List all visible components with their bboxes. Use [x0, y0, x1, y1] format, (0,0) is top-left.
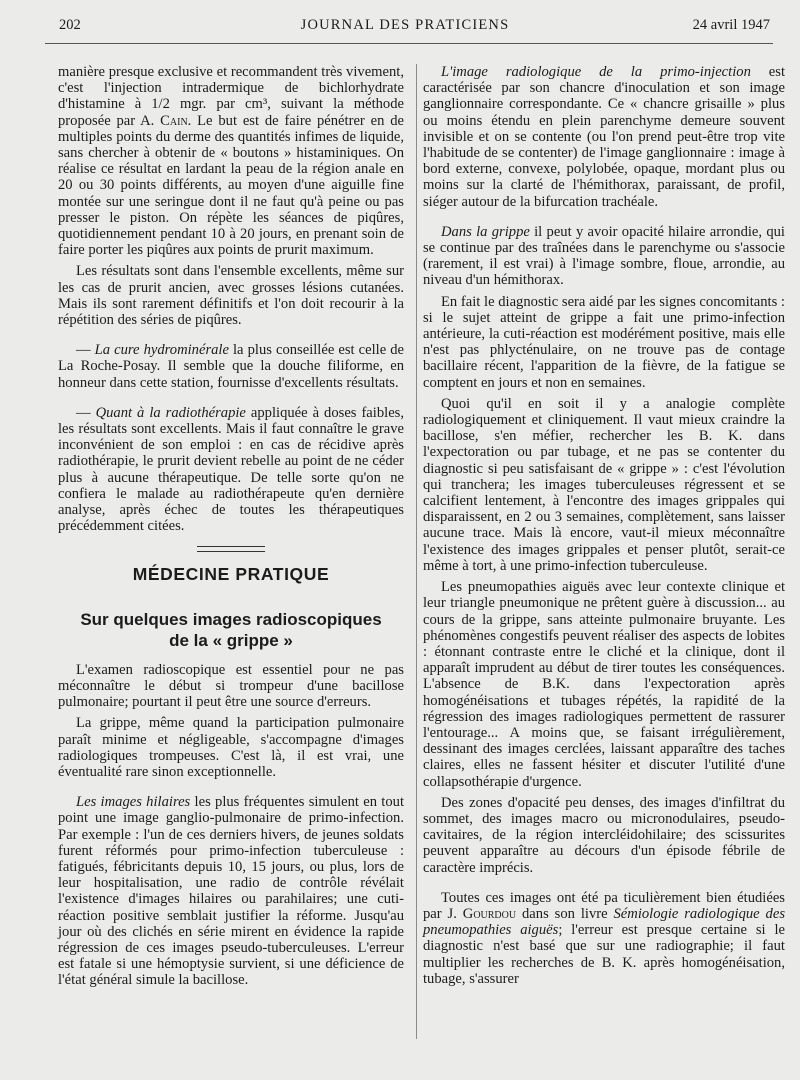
- emphasis: Dans la grippe: [441, 223, 530, 240]
- emphasis: Sémiologie radiologique des pneumopathies aiguës: [423, 905, 786, 939]
- paragraph: L'image radiologique de la primo-injection est caractérisée par son chancre d'inoculation et son image ganglionnaire correspondante. Ce « chancre grisaille » plus ou moins étendu en plein parenchyme demeure souvent invisible et on se contente (ou l'on prend peut-être trop vite l'habitude de se contenter) de l'image ganglionnaire : image à bord externe, convexe, polylobée, opaque, mordant plus ou moins sur la clarté de l'hémithorax, paraissant, de profil, siéger autour de la bifurcation trachéale.: [423, 64, 785, 210]
- journal-title: JOURNAL DES PRATICIENS: [300, 17, 510, 33]
- left-column: [58, 64, 404, 994]
- paragraph: L'examen radioscopique est essentiel pour ne pas méconnaître le début si trompeur d'une bacillose pulmonaire; pourtant il peut être une source d'erreurs.: [58, 661, 404, 711]
- header-rule: [45, 43, 773, 44]
- emphasis: L'image radiologique de la primo-injection: [441, 64, 751, 80]
- emphasis: Les images hilaires: [76, 794, 191, 811]
- paragraph: — Quant à la radiothérapie appliquée à doses faibles, les résultats sont excellents. Mais il faut connaître le grave inconvénient de son emploi : en cas de récidive après radiothérapie, le prurit devient rebelle au point de ne céder plus à aucune thérapeutique. De telle sorte qu'on ne confiera le malade au radiothérapeute qu'en dernière analyse, après échec de toutes les thérapeutiques précédemment citées.: [58, 404, 404, 535]
- page-header: [40, 17, 770, 43]
- paragraph: — La cure hydrominérale la plus conseillée est celle de La Roche-Posay. Il semble que la douche filiforme, en honneur dans cette station, fournisse d'excellents résultats.: [58, 342, 405, 391]
- issue-date: 24 avril 1947: [692, 17, 770, 33]
- paragraph: Toutes ces images ont été pa ticulièrement bien étudiées par J. Gourdou dans son livre Sémiologie radiologique des pneumopathies aiguës; l'erreur est presque certaine si le diagnostic n'est basé que sur une radiographie; il faut multiplier les recherches de B. K. après homogénéisation, tubage, s'assurer: [423, 889, 786, 987]
- section-separator: [197, 546, 265, 552]
- emphasis: Quant à la radiothérapie: [95, 404, 246, 421]
- section-title: MÉDECINE PRATIQUE: [132, 564, 330, 585]
- paragraph: Des zones d'opacité peu denses, des images d'infiltrat du sommet, des images macro ou micronodulaires, pseudo-cavitaires, de la région intercléidohilaire; des scissurites peuvent apparaître au décours d'un épisode fébrile de caractère imprécis.: [423, 794, 785, 876]
- article-title: Sur quelques images radioscopiques de la « grippe »: [80, 609, 382, 650]
- paragraph: Les images hilaires les plus fréquentes simulent en tout point une image ganglio-pulmonaire de primo-infection. Par exemple : l'un de ces derniers hivers, de jeunes soldats furent réformés pour primo-infection tuberculeuse : fatigués, fébricitants depuis 10, 15 jours, ou plus, lors de leur hospitalisation, une radio de contrôle révélait l'existence d'images hilaires ou parahilaires; une cuti-réaction positive semblait justifier la réforme. Jusqu'au jour où des clichés en série mirent en évidence la rapide régression de ces images pseudo-tuberculeuses. L'erreur est fatale si une hémoptysie survient, si une déficience de l'état général simule la bacillose.: [58, 794, 405, 989]
- paragraph: manière presque exclusive et recommandent très vivement, c'est l'injection intradermique de bichlorhydrate d'histamine à 1/2 mgr. par cm³, suivant la méthode proposée par A. Cain. Le but est de faire pénétrer en de multiples points du derme des quantités infimes de liquide, sans chercher à obtenir de « boutons » histaminiques. On réalise ce résultat en lardant la peau de la région anale en 20 ou 30 points différents, au moyen d'une aiguille fine montée sur une seringue dont il ne faut qu'à peine ou pas presser le piston. On répète les séances de piqûres, quotidiennement pendant 10 à 20 jours, en prenant soin de faire porter les piqûres aux points de prurit maximum.: [58, 64, 404, 259]
- paragraph: Les résultats sont dans l'ensemble excellents, même sur les cas de prurit ancien, avec grosses lésions cutanées. Mais ils sont rarement définitifs et l'on doit recourir à la répétition des séries de piqûres.: [58, 263, 404, 329]
- author-name: Cain: [160, 112, 188, 129]
- paragraph: Quoi qu'il en soit il y a analogie complète radiologiquement et cliniquement. Il vaut mieux craindre la bacillose, s'en méfier, rechercher les B. K. dans l'expectoration ou par tubage, et ne pas se contenter du diagnostic si peu satisfaisant de « grippe » : c'est l'évolution qui tranchera; les images tuberculeuses régressent et se calcifient lentement, à l'encontre des images grippales qui disparaissent, en 2 ou 3 semaines, complètement, sans laisser aucune trace. Mais là encore, vaut-il mieux méconnaître l'existence des images grippales et penser plutôt, serait-ce même à tort, à une primo-infection tuberculeuse.: [423, 395, 785, 574]
- paragraph: La grippe, même quand la participation pulmonaire paraît minime et négligeable, s'accompagne d'images radiologiques trompeuses. C'est là, il est vrai, une éventualité rare sinon exceptionnelle.: [58, 715, 404, 780]
- author-name: Gourdou: [462, 905, 517, 922]
- paragraph: En fait le diagnostic sera aidé par les signes concomitants : si le sujet atteint de grippe a fait une primo-infection antérieure, la cuti-réaction est modérément positive, mais elle n'est pas phlycténulaire, on ne trouve pas de contage bacillaire récent, l'apparition de la fièvre, de la fatigue se comptent en jours et non en semaines.: [423, 293, 785, 391]
- paragraph: Dans la grippe il peut y avoir opacité hilaire arrondie, qui se continue par des traînées dans le parenchyme ou s'associe (rarement, il est vrai) à l'image sombre, floue, arrondie, au niveau d'un hémithorax.: [423, 223, 785, 289]
- column-divider: [416, 64, 417, 1039]
- page-number: 202: [59, 17, 81, 33]
- emphasis: La cure hydrominérale: [94, 342, 229, 359]
- paragraph: Les pneumopathies aiguës avec leur contexte clinique et leur triangle pneumonique ne prêtent guère à discussion... au cours de la grippe, sans atteinte pulmonaire bruyante. Les phénomènes congestifs peuvent réaliser des aspects de lobites : étonnant contraste entre le cliché et la clinique, dont il apparaît imprudent au début de tirer toutes les conséquences. L'absence de B.K. dans l'expectoration après homogénéisations et tubages répétés, la rapidité de la régression des images radiologiques permettent de rassurer l'entourage... A moins que, se faisant irrégulièrement, dessinant des images cerclées, laissant apparaître des taches claires, elles ne fassent hésiter et discuter l'utilité d'une collapsothérapie d'urgence.: [423, 579, 785, 790]
- right-column: [423, 64, 785, 992]
